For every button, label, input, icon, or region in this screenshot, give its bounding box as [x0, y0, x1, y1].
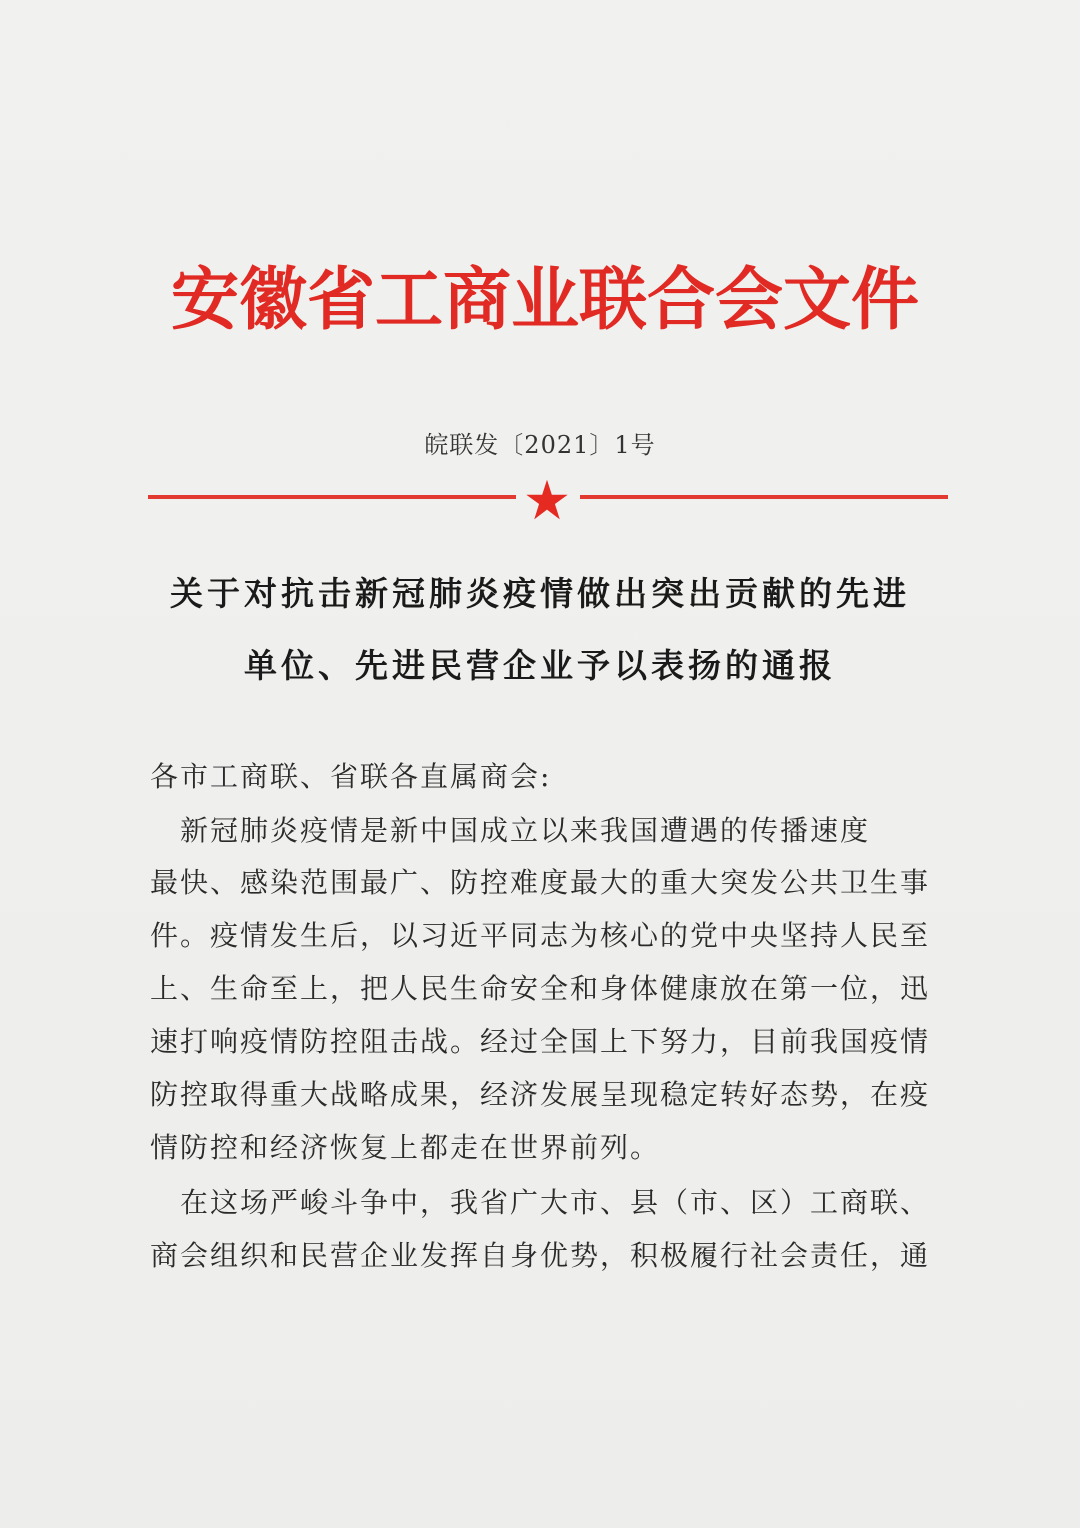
body-line: 速打响疫情防控阻击战。经过全国上下努力，目前我国疫情	[150, 1025, 931, 1058]
red-star-icon	[525, 478, 569, 522]
body-line: 件。疫情发生后，以习近平同志为核心的党中央坚持人民至	[150, 919, 931, 952]
body-line: 在这场严峻斗争中，我省广大市、县（市、区）工商联、	[150, 1186, 931, 1219]
notice-title-line-1: 关于对抗击新冠肺炎疫情做出突出贡献的先进	[170, 574, 910, 613]
notice-title-line-2: 单位、先进民营企业予以表扬的通报	[244, 646, 836, 685]
body-line: 新冠肺炎疫情是新中国成立以来我国遭遇的传播速度	[150, 814, 871, 847]
salutation: 各市工商联、省联各直属商会:	[150, 760, 552, 793]
red-divider-left	[148, 495, 516, 499]
document-number: 皖联发〔2021〕1号	[424, 431, 656, 459]
body-line: 上、生命至上，把人民生命安全和身体健康放在第一位，迅	[150, 972, 931, 1005]
body-line: 商会组织和民营企业发挥自身优势，积极履行社会责任，通	[150, 1239, 931, 1272]
body-line: 防控取得重大战略成果，经济发展呈现稳定转好态势，在疫	[150, 1078, 931, 1111]
red-divider-right	[580, 495, 948, 499]
body-line: 最快、感染范围最广、防控难度最大的重大突发公共卫生事	[150, 866, 931, 899]
body-line: 情防控和经济恢复上都走在世界前列。	[150, 1131, 661, 1164]
document-header-title: 安徽省工商业联合会文件	[170, 260, 919, 340]
